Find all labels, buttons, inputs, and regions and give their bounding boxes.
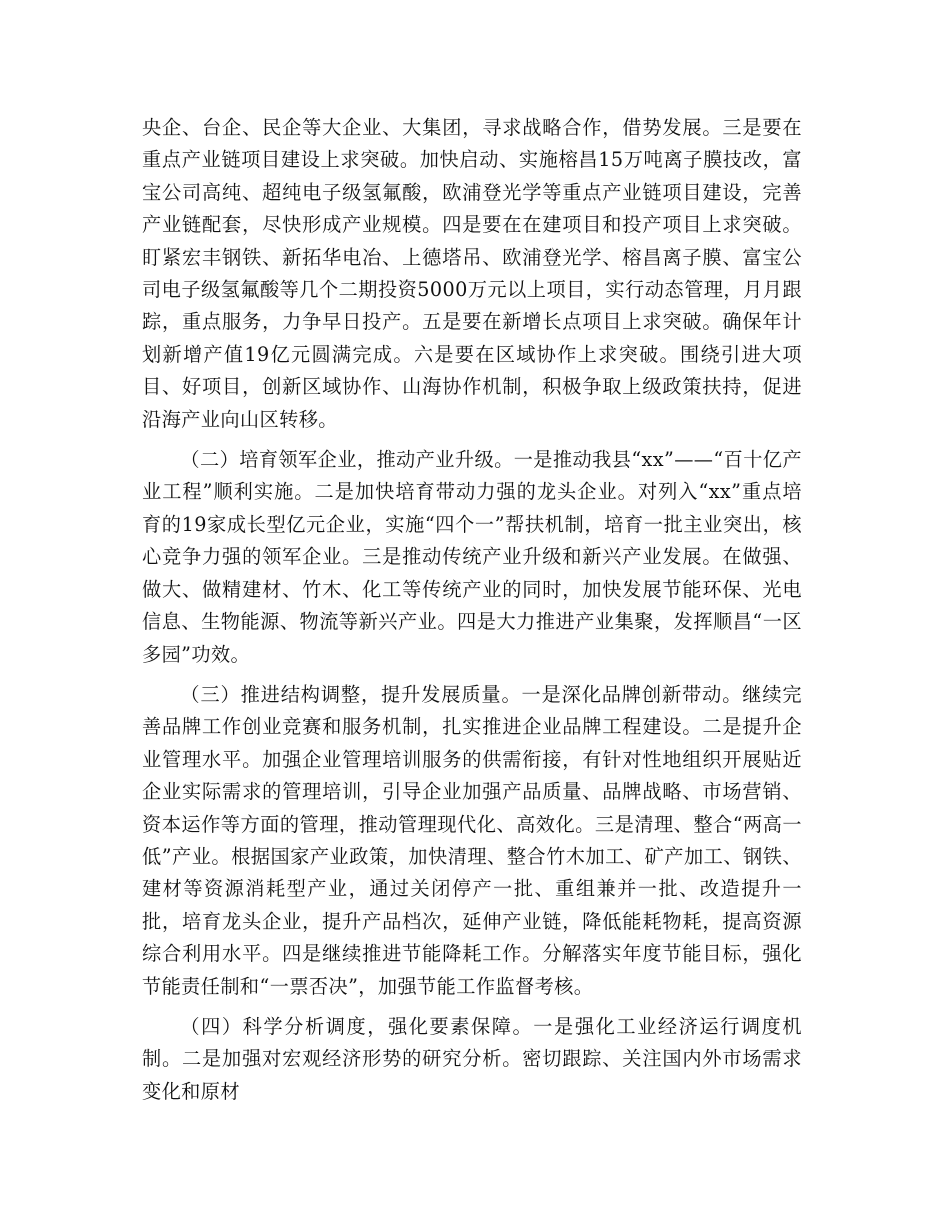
paragraph-1: 央企、台企、民企等大企业、大集团，寻求战略合作，借势发展。三是要在重点产业链项目建设上求突破。加快启动、实施榕昌15万吨离子膜技改，富宝公司高纯、超纯电子级氢氟酸，欧浦登光学等重点产业链项目建设，完善产业链配套，尽快形成产业规模。四是要在在建项目和投产项目上求突破。盯紧宏丰钢铁、新拓华电冶、上德塔吊、欧浦登光学、榕昌离子膜、富宝公司电子级氢氟酸等几个二期投资5000万元以上项目，实行动态管理，月月跟踪，重点服务，力争早日投产。五是要在新增长点项目上求突破。确保年计划新增产值19亿元圆满完成。六是要在区域协作上求突破。围绕引进大项目、好项目，创新区域协作、山海协作机制，积极争取上级政策扶持，促进沿海产业向山区转移。 xyxy=(142,116,802,431)
paragraph-2: （二）培育领军企业，推动产业升级。一是推动我县“xx”——“百十亿产业工程”顺利实施。二是加快培育带动力强的龙头企业。对列入“xx”重点培育的19家成长型亿元企业，实施“四个一”帮扶机制，培育一批主业突出，核心竞争力强的领军企业。三是推动传统产业升级和新兴产业发展。在做强、做大、做精建材、竹木、化工等传统产业的同时，加快发展节能环保、光电信息、生物能源、物流等新兴产业。四是大力推进产业集聚，发挥顺昌“一区多园”功效。 xyxy=(142,448,802,666)
document-page xyxy=(142,112,802,1116)
paragraph-4: （四）科学分析调度，强化要素保障。一是强化工业经济运行调度机制。二是加强对宏观经济形势的研究分析。密切跟踪、关注国内外市场需求变化和原材 xyxy=(142,1014,802,1103)
paragraph-3: （三）推进结构调整，提升发展质量。一是深化品牌创新带动。继续完善品牌工作创业竞赛和服务机制，扎实推进企业品牌工程建设。二是提升企业管理水平。加强企业管理培训服务的供需衔接，有针对性地组织开展贴近企业实际需求的管理培训，引导企业加强产品质量、品牌战略、市场营销、资本运作等方面的管理，推动管理现代化、高效化。三是清理、整合“两高一低”产业。根据国家产业政策，加快清理、整合竹木加工、矿产加工、钢铁、建材等资源消耗型产业，通过关闭停产一批、重组兼并一批、改造提升一批，培育龙头企业，提升产品档次，延伸产业链，降低能耗物耗，提高资源综合利用水平。四是继续推进节能降耗工作。分解落实年度节能目标，强化节能责任制和“一票否决”，加强节能工作监督考核。 xyxy=(142,682,802,998)
